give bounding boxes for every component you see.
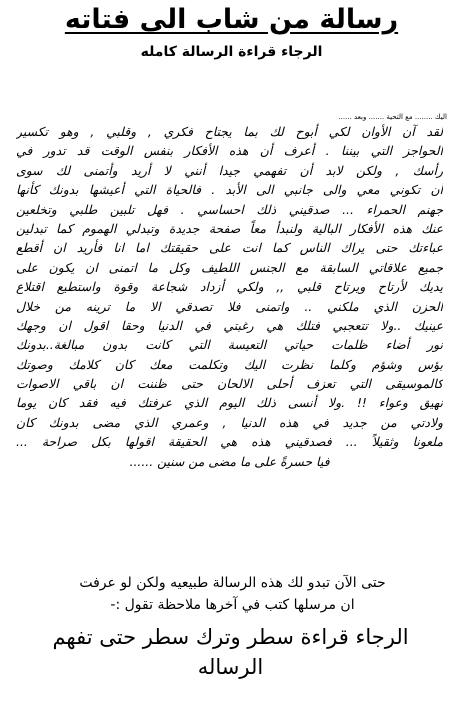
body-line: بؤس وشؤم وكلما نظرت اليك وتكلمت معك كان كلامك وصوتك	[16, 356, 443, 372]
note-line: ان مرسلها كتب في آخرها ملاحظة تقول :-	[110, 597, 355, 613]
closing-line: الرجاء قراءة سطر وترك سطر حتى تفهم	[52, 625, 409, 649]
letter-body	[16, 122, 443, 471]
body-line: لقد آن الأوان لكي أبوح لك بما يجتاح فكري , وقلبي , وهو تكسير	[16, 124, 443, 139]
closing-line: الرساله	[197, 655, 264, 679]
body-line: أن تكوني معي والى جانبي الى الأبد . فالحياة التي أعيشها بدونك كأنها	[16, 182, 443, 198]
body-line: نور أضاء ظلمات حياتي التعيسة التي كانت بدون مبالغة..بدونك	[16, 337, 443, 353]
body-line: ولادتي من جديد في هذه الدنيا , وعمري الذي مضى بدونك كان	[16, 414, 443, 430]
body-line: عنك هذه الأفكار البالية ولنبدأ معاً صفحة جديدة وتبدلي الهموم كما تبدلين	[16, 220, 443, 236]
body-line: كالموسيقى التي تعزف أحلى الالحان حتى ظننت ان باقي الاصوات	[16, 376, 443, 392]
body-line: جهنم الحمراء ... صدقيني ذلك احساسي . فهل تلبين طلبي وتخلعين	[16, 201, 443, 217]
body-line: جميع علاقاتي السابقة مع الجنس اللطيف وكل ما اتمنى ان يكون على	[16, 259, 443, 275]
letter-subtitle: الرجاء قراءة الرسالة كامله	[140, 44, 323, 60]
body-line: نهيق وعواء !! .ولا أنسى ذلك اليوم الذي عرفتك فيه فقد كان يوما	[16, 395, 443, 411]
note-block	[20, 572, 445, 616]
letter-title: رسالة من شاب الى فتاته	[64, 4, 399, 35]
body-line: يديك لأرتاح ويرتاح قلبي ,, ولكي أزداد شجاعة وقوة واستطيع اقتلاع	[16, 279, 443, 295]
body-line: عباءتك حتى يراك الناس كما انت على حقيقتك اما انا فأريد ان أقطع	[16, 240, 443, 256]
body-line-final: فيا حسرةً على ما مضى من سنين ......	[129, 453, 330, 469]
body-line: ملعونا وثقيلاً ... فصدقيني هذه هي الحقيقة اقولها بكل صراحة ...	[16, 434, 443, 450]
body-line: رأسك , ولكن لابد أن تفهمي جيدا أنني لا أريد وأتمنى لك سوى	[16, 162, 443, 178]
letter-greeting: اليك ........ مع التحية ....... وبعد ......	[338, 113, 447, 121]
closing-block	[10, 622, 451, 682]
body-line: الحواجز التي بيننا . أعرف أن هذه الأفكار بنفس الوقت قد تدور في	[16, 143, 443, 159]
body-line: عينيك ..ولا تتعجبي فتلك هي رغبتي في الدنيا وحقا اقول ان وجهك	[16, 317, 443, 333]
note-line: حتى الآن تبدو لك هذه الرسالة طبيعيه ولكن لو عرفت	[79, 575, 386, 591]
body-line: الحزن الذي ملكني .. واتمنى فلا تصدقي الا ما ترينه من خلال	[16, 298, 443, 314]
